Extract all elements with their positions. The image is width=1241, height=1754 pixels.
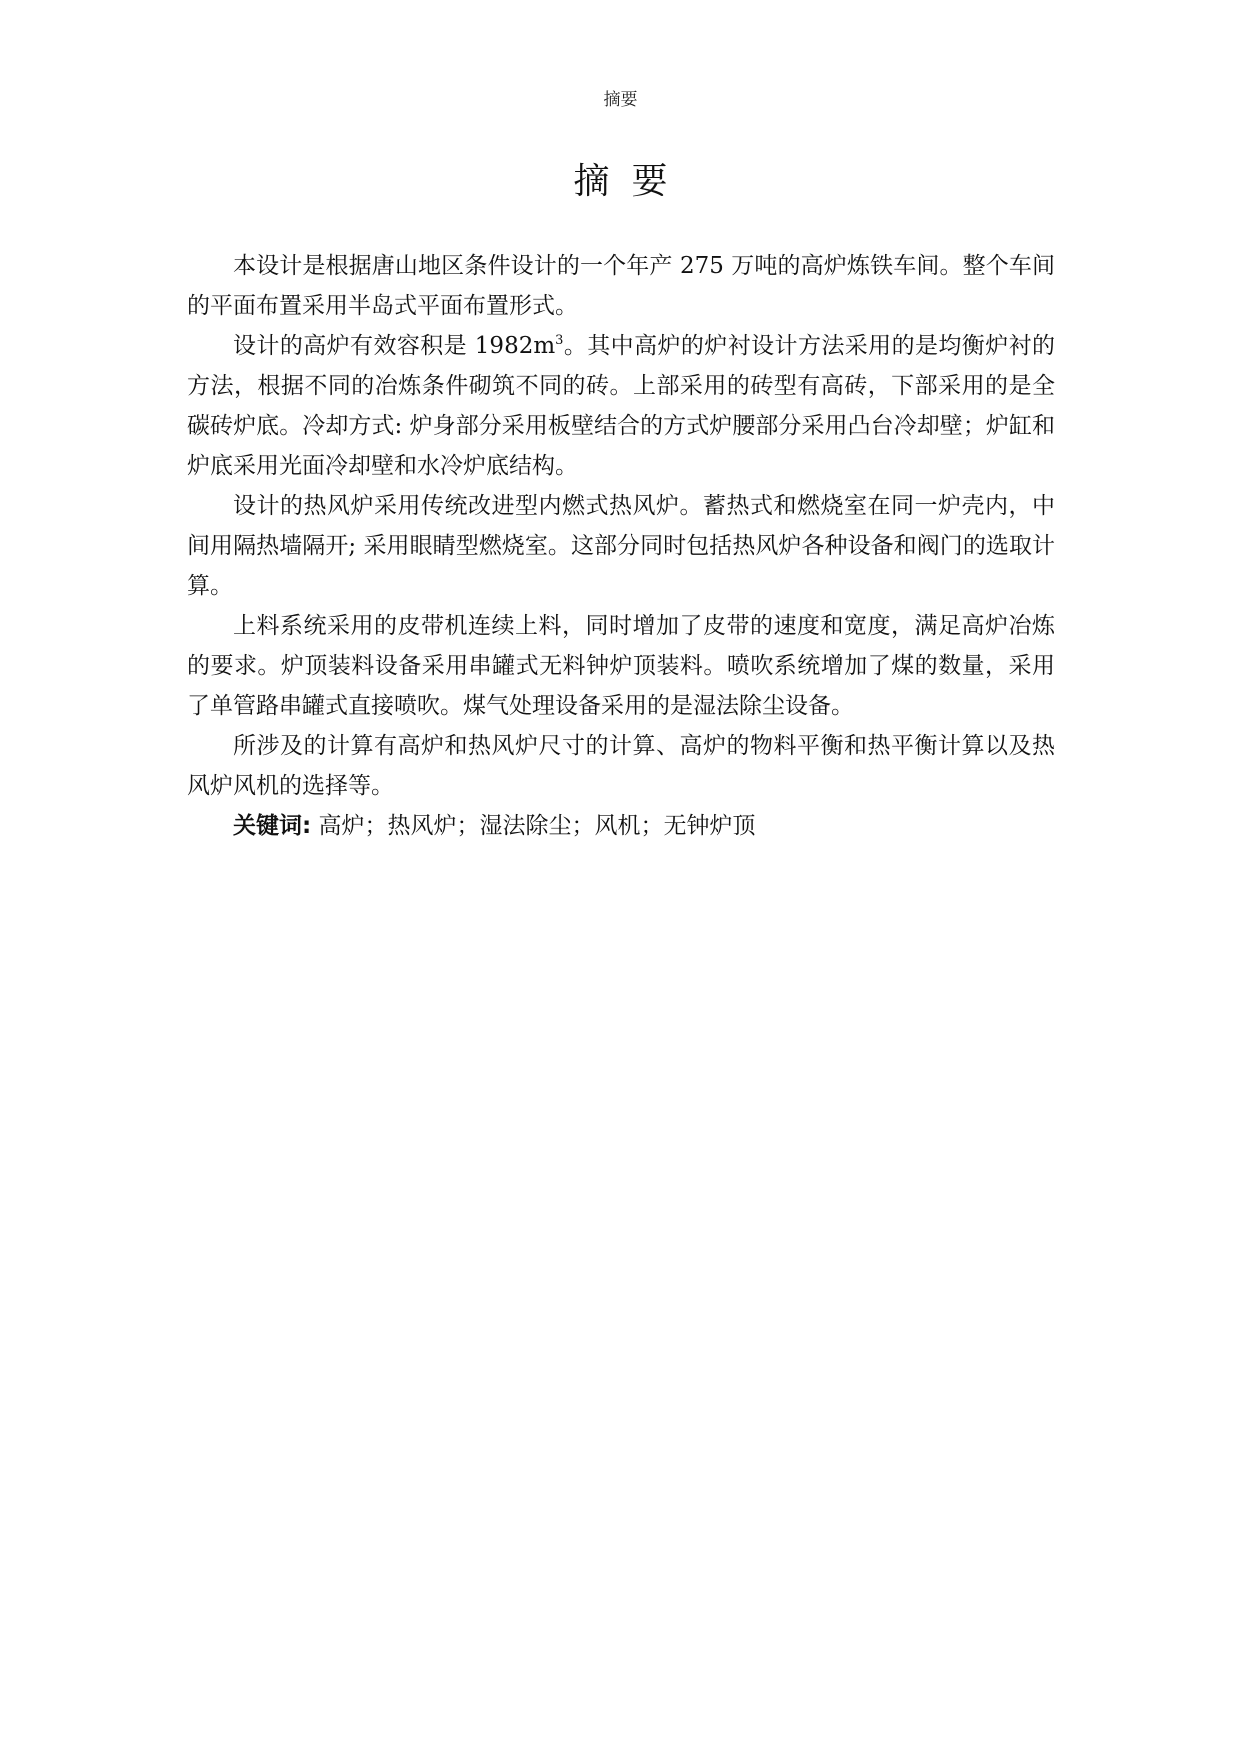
keywords-text: 高炉；热风炉；湿法除尘；风机；无钟炉顶 [318, 813, 756, 839]
abstract-paragraph-2 [187, 326, 1055, 486]
page-title: 摘要 [573, 161, 690, 202]
volume-unit-superscript: 3 [555, 333, 564, 348]
keywords-line [187, 806, 1055, 846]
abstract-paragraph-3: 设计的热风炉采用传统改进型内燃式热风炉。蓄热式和燃烧室在同一炉壳内，中间用隔热墙隔开; 采用眼睛型燃烧室。这部分同时包括热风炉各种设备和阀门的选取计算。 [187, 493, 1055, 599]
volume-sentence-suffix: 。 [563, 333, 588, 359]
abstract-paragraph-5: 所涉及的计算有高炉和热风炉尺寸的计算、高炉的物料平衡和热平衡计算以及热风炉风机的选择等。 [187, 733, 1055, 799]
abstract-paragraph-1: 本设计是根据唐山地区条件设计的一个年产 275 万吨的高炉炼铁车间。整个车间的平面布置采用半岛式平面布置形式。 [187, 253, 1055, 319]
volume-sentence-prefix: 设计的高炉有效容积是 1982m [233, 333, 556, 359]
keywords-label: 关键词: [233, 813, 312, 839]
abstract-paragraph-2-body: 其中高炉的炉衬设计方法采用的是均衡炉衬的方法，根据不同的冶炼条件砌筑不同的砖。上部采用的砖型有高砖，下部采用的是全碳砖炉底。冷却方式: 炉身部分采用板壁结合的方式炉腰部分采用凸台冷却壁；炉缸和炉底采用光面冷却壁和水冷炉底结构。 [187, 333, 1056, 479]
abstract-body [187, 246, 1055, 846]
running-header: 摘要 [603, 90, 638, 110]
abstract-paragraph-4: 上料系统采用的皮带机连续上料，同时增加了皮带的速度和宽度，满足高炉冶炼的要求。炉顶装料设备采用串罐式无料钟炉顶装料。喷吹系统增加了煤的数量，采用了单管路串罐式直接喷吹。煤气处理设备采用的是湿法除尘设备。 [187, 613, 1055, 719]
header-rule [187, 118, 1055, 119]
